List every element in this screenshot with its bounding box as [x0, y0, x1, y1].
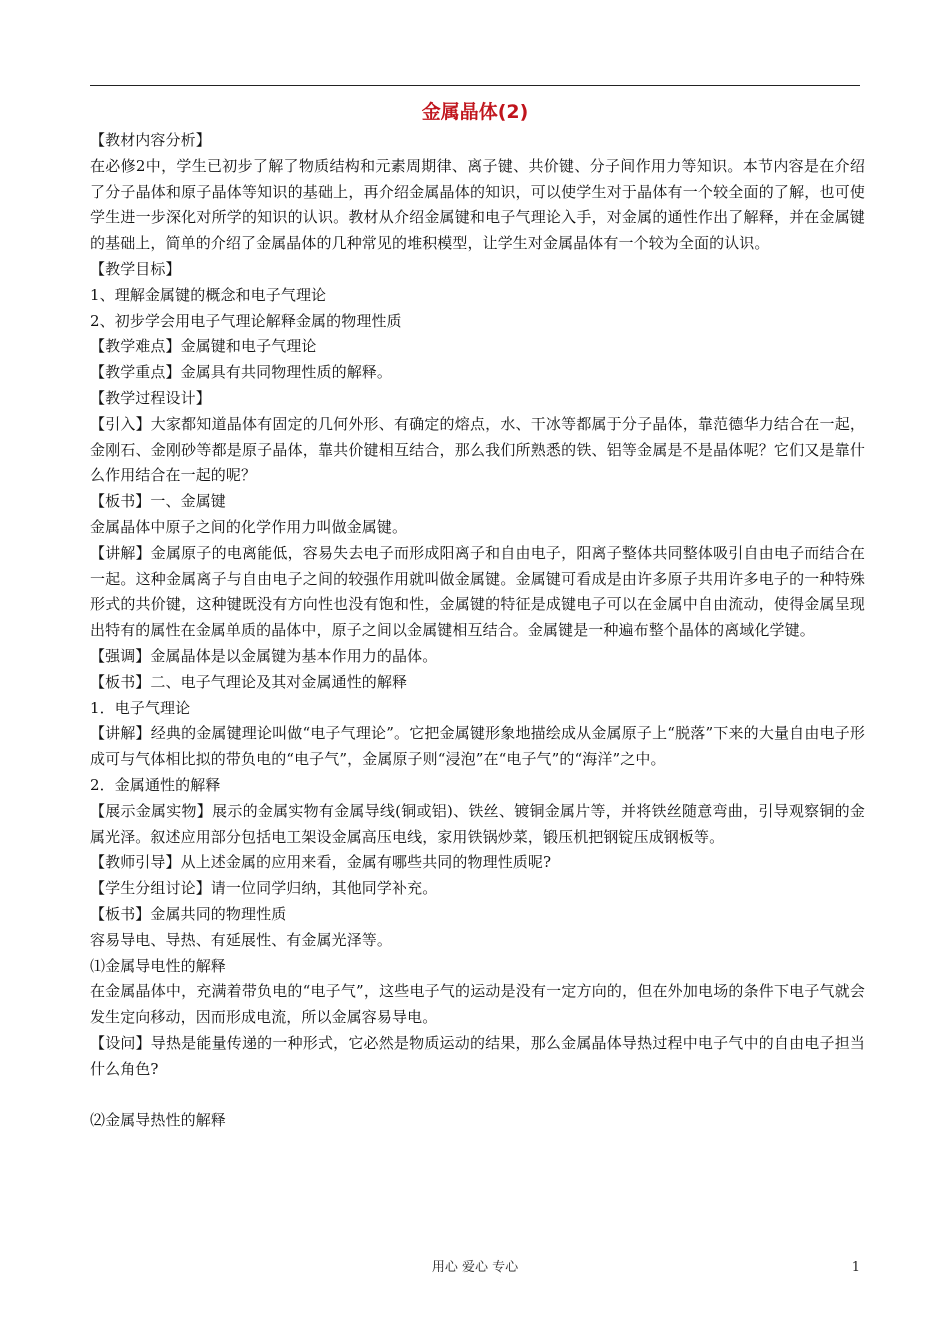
paragraph: 【讲解】经典的金属键理论叫做“电子气理论”。它把金属键形象地描绘成从金属原子上“脱落”下来的大量自由电子形成可与气体相比拟的带负电的“电子气”，金属原子则“浸泡”在“电子气”的“海洋”之中。 — [90, 724, 865, 769]
paragraph: 在必修2中，学生已初步了解了物质结构和元素周期律、离子键、共价键、分子间作用力等知识。本节内容是在介绍了分子晶体和原子晶体等知识的基础上，再介绍金属晶体的知识，可以使学生对于晶体有一个较全面的了解，也可使学生进一步深化对所学的知识的认识。教材从介绍金属键和电子气理论入手，对金属的通性作出了解释，并在金属键的基础上，简单的介绍了金属晶体的几种常见的堆积模型，让学生对金属晶体有一个较为全面的认识。 — [90, 156, 865, 253]
paragraph: 【板书】金属共同的物理性质 — [90, 904, 287, 923]
paragraph: 【教学过程设计】 — [90, 388, 211, 407]
document-body — [90, 128, 865, 1134]
paragraph: 【板书】一、金属键 — [90, 492, 226, 511]
paragraph: 【展示金属实物】展示的金属实物有金属导线(铜或铝)、铁丝、镀铜金属片等，并将铁丝随意弯曲，引导观察铜的金属光泽。叙述应用部分包括电工架设金属高压电线，家用铁锅炒菜，锻压机把钢锭压成钢板等。 — [90, 801, 865, 846]
footer-motto: 用心 爱心 专心 — [431, 1260, 519, 1275]
page-title: 金属晶体(2) — [421, 101, 529, 123]
paragraph: ⑴金属导电性的解释 — [90, 956, 226, 975]
paragraph: 【讲解】金属原子的电离能低，容易失去电子而形成阳离子和自由电子，阳离子整体共同整体吸引自由电子而结合在一起。这种金属离子与自由电子之间的较强作用就叫做金属键。金属键可看成是由许多原子共用许多电子的一种特殊形式的共价键，这种键既没有方向性也没有饱和性，金属键的特征是成键电子可以在金属中自由流动，使得金属呈现出特有的属性在金属单质的晶体中，原子之间以金属键相互结合。金属键是一种遍布整个晶体的离域化学键。 — [90, 543, 865, 640]
page-number: 1 — [851, 1260, 860, 1275]
paragraph: 【教学难点】金属键和电子气理论 — [90, 337, 317, 356]
paragraph: 【教师引导】从上述金属的应用来看，金属有哪些共同的物理性质呢? — [90, 853, 552, 872]
paragraph: 2、初步学会用电子气理论解释金属的物理性质 — [90, 311, 402, 330]
header-rule — [90, 85, 860, 86]
blank-line — [90, 1082, 865, 1108]
paragraph: 【教学目标】 — [90, 259, 181, 278]
paragraph: 金属晶体中原子之间的化学作用力叫做金属键。 — [90, 517, 408, 536]
paragraph: 1、理解金属键的概念和电子气理论 — [90, 285, 327, 304]
paragraph: 【板书】二、电子气理论及其对金属通性的解释 — [90, 672, 408, 691]
paragraph: 1．电子气理论 — [90, 698, 191, 717]
paragraph: ⑵金属导热性的解释 — [90, 1111, 226, 1130]
paragraph: 【强调】金属晶体是以金属键为基本作用力的晶体。 — [90, 646, 438, 665]
paragraph: 【设问】导热是能量传递的一种形式，它必然是物质运动的结果，那么金属晶体导热过程中电子气中的自由电子担当什么角色? — [90, 1033, 865, 1078]
paragraph: 【引入】大家都知道晶体有固定的几何外形、有确定的熔点，水、干冰等都属于分子晶体，靠范德华力结合在一起，金刚石、金刚砂等都是原子晶体，靠共价键相互结合，那么我们所熟悉的铁、铝等金属是不是晶体呢？它们又是靠什么作用结合在一起的呢？ — [90, 414, 865, 485]
paragraph: 【教学重点】金属具有共同物理性质的解释。 — [90, 363, 393, 382]
paragraph: 【学生分组讨论】请一位同学归纳，其他同学补充。 — [90, 879, 438, 898]
paragraph: 2．金属通性的解释 — [90, 775, 221, 794]
paragraph: 【教材内容分析】 — [90, 131, 211, 149]
paragraph: 在金属晶体中，充满着带负电的“电子气”，这些电子气的运动是没有一定方向的，但在外加电场的条件下电子气就会发生定向移动，因而形成电流，所以金属容易导电。 — [90, 982, 865, 1027]
paragraph: 容易导电、导热、有延展性、有金属光泽等。 — [90, 930, 393, 949]
